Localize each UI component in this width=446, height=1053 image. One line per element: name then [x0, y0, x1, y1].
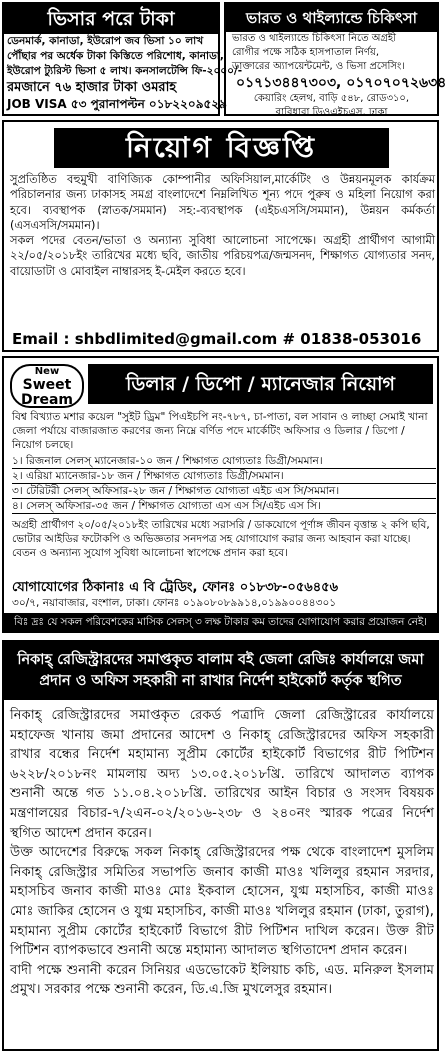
sweet-dream-footer: বিঃ দ্রঃ যে সকল পরিবেশকের মাসিক সেলস্‌ ৩ লক্ষ টাকার কম তাদের যোগাযোগ করার প্রয়োজন নেই।: [4, 613, 437, 631]
logo-brand: Sweet Dream: [20, 377, 74, 408]
sweet-dream-logo: [10, 364, 84, 408]
recruitment-ad: [2, 120, 439, 352]
recruitment-body: [10, 172, 435, 279]
visa-ad-line: পৌঁছার পর অর্ধেক টাকা কিস্তিতে পরিশোধ, কানাডা,: [7, 50, 224, 62]
visa-ad-title: ভিসার পরে টাকা: [4, 4, 218, 34]
sweet-dream-ad: [2, 356, 439, 633]
sweet-dream-address: ৩০/৭, নয়াবাজার, বংশাল, ঢাকা। ফোনঃ ০১৯০৮০৮৯৯১৪,০১৯৯০০৪৪৩০১: [12, 597, 337, 609]
nikah-notice: [2, 640, 439, 1051]
recruitment-title: নিয়োগ বিজ্ঞপ্তি: [54, 128, 389, 168]
treatment-ad-title: ভারত ও থাইল্যান্ডে চিকিৎসা: [226, 4, 437, 32]
position-row: ৩। টেরিটরী সেলস্‌ অফিসার-২৮ জন / শিক্ষাগত যোগ্যতা এইচ এস সি/সমমান।: [12, 484, 436, 499]
nikah-notice-headline: নিকাহ্‌ রেজিস্ট্রারদের সমাপ্তকৃত বালাম বই জেলা রেজিঃ কার্যালয়ে জমা প্রদান ও অফিস সহকারী না রাখার নির্দেশ হাইকোর্ট কর্তৃক স্থগিত: [4, 642, 437, 700]
visa-ad-contact: JOB VISA ৫৩ পুরানাপল্টন ০১৮২২০৯৫২৯: [7, 97, 227, 111]
sweet-dream-banner: ডিলার / ডিপো / ম্যানেজার নিয়োগ: [88, 364, 433, 404]
recruitment-email: Email : shbdlimited@gmail.com # 01838-053016: [12, 330, 422, 348]
nikah-paragraph: উক্ত আদেশের বিরুদ্ধে সকল নিকাহ্‌ রেজিস্ট্রারদের পক্ষ থেকে বাংলাদেশ মুসলিম নিকাহ্‌ রেজিস্ট্রার সমিতির সভাপতি জনাব কাজী মাওঃ খলিলুর রহমান সরদার, মহাসচিব জনাব কাজী মাওঃ মোঃ ইকবাল হোসেন, যুগ্ম মহাসচিব, কাজী মাওঃ মোঃ জাকির হোসেন ও যুগ্ম মহাসচিব, কাজী মাওঃ খলিলুর রহমান (ঢাকা, তুরাগ), মহামান্য সুপ্রীম কোর্টের হাইকোর্ট বিভাগে রীট পিটিশন দাখিল করেন। উক্ত রীট পিটিশন ব্যাপকভাবে শুনানী অন্তে মহামান্য আদালত স্থগিতাদেশ প্রদান করেন।: [10, 845, 434, 959]
treatment-ad-address: বারিধারা ডিওএইচএস, ঢাকা: [275, 107, 388, 118]
sweet-dream-note: অগ্রহী প্রার্থীগণ ২০/০৫/২০১৮ইং তারিখের মধ্যে সরাসরি / ডাকযোগে পূর্ণাঙ্গ জীবন বৃত্তান্ত ২ কপি ছবি, ভোটার আইডির ফটোকপি ও অভিজ্ঞতার সনদপত্র সহ যোগাযোগ করার জন্য আহবান করা যাচ্ছে। বেতন ও অন্যান্য সুযোগ সুবিধা আলোচনা স্বাপেক্ষে প্রদান করা হবে।: [12, 519, 430, 559]
treatment-ad-line: রোগীর পক্ষে সঠিক হাসপাতাল নির্ণয়,: [232, 47, 380, 58]
sweet-dream-intro: বিশ্ব বিখ্যাত মশার কয়েল "সুইট ড্রিম" পিএইচপি নং-৭৮৭, চা-পাতা, বল সাবান ও লাচ্ছা সেমাই খানা জেলা পর্যায়ে বাজারজাত করণের জন্য নিম্নে বর্ণিত পদে মার্কেটিং অফিসার ও ডিলার / ডিপো / নিয়োগ চলছে।: [12, 411, 428, 451]
treatment-ad: [224, 2, 446, 118]
position-list: [12, 454, 436, 514]
position-row: ২। এরিয়া ম্যানেজার-১৮ জন / শিক্ষাগত যোগ্যতাঃ ডিগ্রী/সমমান।: [12, 469, 436, 484]
treatment-ad-line: ভারত ও থাইল্যান্ডে চিকিৎসা নিতে অগ্রহী: [232, 33, 397, 44]
position-row: ১। রিজনাল সেলস্‌ ম্যানেজার-১০ জন / শিক্ষাগত যোগ্যতাঃ ডিগ্রী/সমমান।: [12, 454, 436, 469]
position-row: ৪। সেলস্‌ অফিসার-৩৫ জন / শিক্ষাগত যোগ্যতা এস এস সি/এইচ এস সি।: [12, 499, 436, 514]
visa-ad-line: ডেনমার্ক, কানাডা, ইউরোপ জব ভিসা ১০ লাখ: [7, 35, 204, 47]
recruitment-paragraph: সুপ্রতিষ্ঠিত বহুমুখী বাণিজ্যিক কোম্পানীর অফিসিয়াল,মার্কেটিং ও উন্নয়নমূলক কার্যক্রম পরিচালনার জন্য ঢাকাসহ সমগ্র বাংলাদেশে নিম্নলিখিত শূন্য পদে পুরুষ ও মহিলা নিয়োগ করা হবে। ব্যবস্থাপক (স্নাতক/সমমান) সহ:-ব্যবস্থাপক (এইচএসসি/সমমান), উন্নয়ন কর্মকর্তা (এসএসসি/সমমান)।: [10, 173, 435, 232]
treatment-ad-address: কেয়ারিং হেলথ, বাড়ি ৫৪৮, রোড৩১০,: [253, 93, 410, 104]
sweet-dream-contact: যোগাযোগের ঠিকানাঃ এ বি ট্রেডিং, ফোনঃ ০১৮৩৮-০৫৬৪৫৬: [12, 580, 339, 595]
visa-ad: [2, 2, 243, 116]
nikah-paragraph: বাদী পক্ষে শুনানী করেন সিনিয়র এডভোকেট ইলিয়াচ কচি, এড. মনিরুল ইসলাম প্রমুখ। সরকার পক্ষে শুনানী করেন, ডি.এ.জি মুখলেসুর রহমান।: [10, 962, 434, 998]
logo-tag: New: [34, 366, 60, 377]
nikah-notice-body: [10, 706, 434, 1000]
visa-ad-umrah: রমজানে ৭৬ হাজার টাকা ওমরাহ: [7, 80, 177, 95]
visa-ad-line: ইউরোপ ট্যুরিস্ট ভিসা ৫ লাখ। কনসালটেন্সি ফি-২০০০/-: [7, 65, 243, 77]
treatment-ad-line: ডাক্তারের অ্যাপয়েন্টমেন্ট, ও ভিসা প্রসেসিং।: [232, 61, 405, 72]
nikah-paragraph: নিকাহ্‌ রেজিস্ট্রারদের সমাপ্তকৃত রেকর্ড পত্রাদি জেলা রেজিস্ট্রারের কার্যালয়ে মহাফেজ খানায় জমা প্রদানের আদেশ ও নিকাহ্‌ রেজিস্ট্রারদের অফিস সহকারী রাখার বন্ধের নির্দেশ মহামান্য সুপ্রীম কোর্টের হাইকোর্ট বিভাগের রীট পিটিশন ৬২২৮/২০১৮নং মামলায় অদ্য ১৩.০৫.২০১৮খ্রি. তারিখে আদালত ব্যাপক শুনানী অন্তে গত ১১.০৪.২০১৮খ্রি. তারিখের আইন বিচার ও সংসদ বিষয়ক মন্ত্রণালয়ের বিচার-৭/২এন-০২/২০১৬-২৩৮ ও ২৪০নং স্মারক পত্রের নির্দেশ স্থগিত আদেশ প্রদান করেন।: [10, 708, 434, 841]
recruitment-paragraph: সকল পদের বেতন/ভাতা ও অন্যান্য সুবিধা আলোচনা সাপেক্ষে। অগ্রহী প্রার্থীগণ আগামী ২২/০৫/২০১৮ইং তারিখের মধ্যে ছবি, জাতীয় পরিচয়পত্র/জন্মসনদ, শিক্ষাগত যোগ্যতার সনদ, বায়োডাটা ও মোবাইল নাম্বারসহ ই-মেইল করতে হবে।: [10, 234, 435, 278]
treatment-ad-phones: ০১৭১৩৪৪৭৩০৩, ০১৭০৭০৭২৬৩৪: [236, 75, 446, 91]
